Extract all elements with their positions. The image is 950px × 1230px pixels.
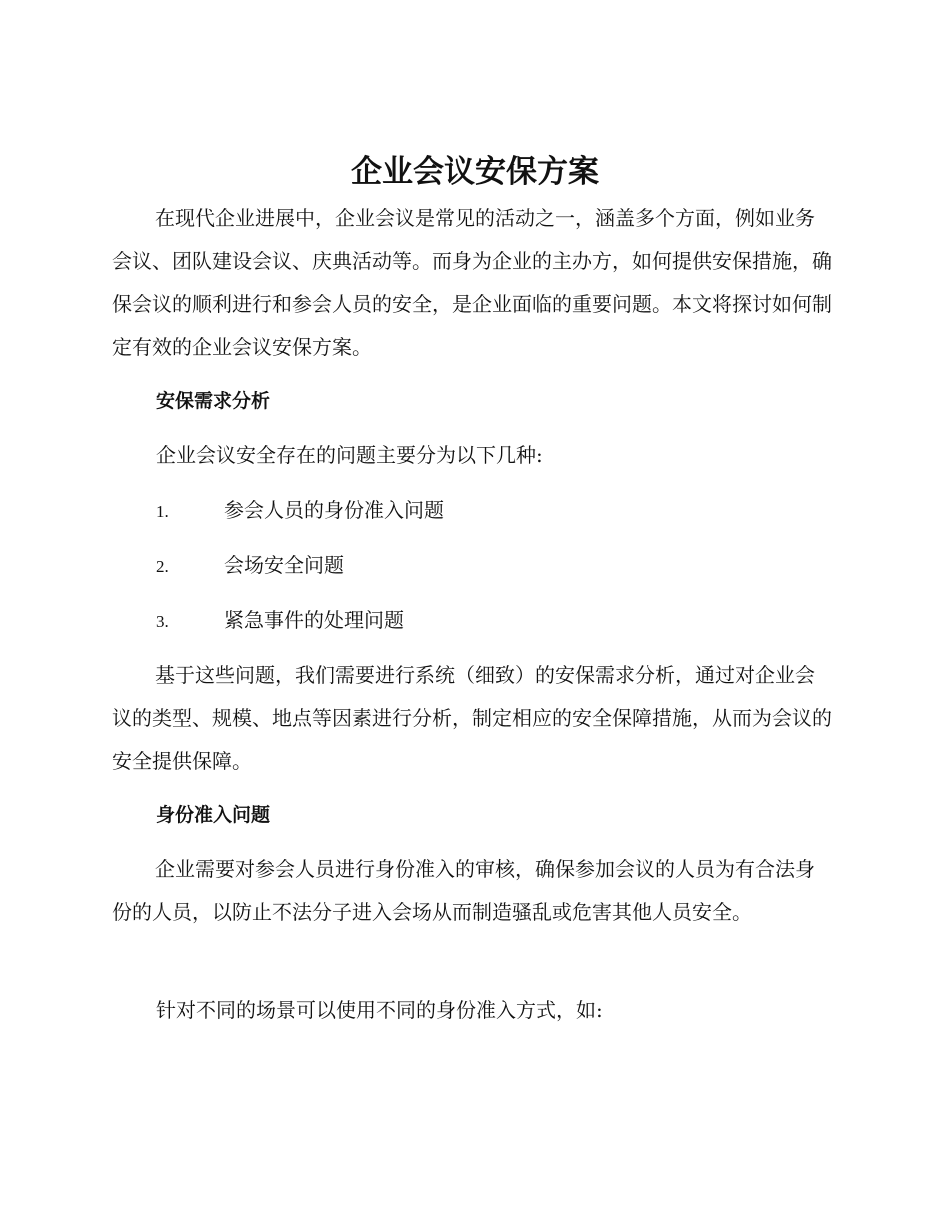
identity-body-paragraph: 企业需要对参会人员进行身份准入的审核，确保参加会议的人员为有合法身份的人员，以防止不法分子进入会场从而制造骚乱或危害其他人员安全。 bbox=[112, 857, 815, 924]
list-item-number: 3. bbox=[156, 612, 169, 631]
list-item-text: 参会人员的身份准入问题 bbox=[224, 498, 444, 522]
section-heading-needs-analysis: 安保需求分析 bbox=[156, 390, 271, 412]
list-item-number: 1. bbox=[156, 502, 169, 521]
identity-lead-text: 针对不同的场景可以使用不同的身份准入方式，如: bbox=[156, 998, 603, 1022]
list-item-text: 紧急事件的处理问题 bbox=[224, 608, 404, 632]
document-title: 企业会议安保方案 bbox=[351, 154, 599, 190]
list-item bbox=[156, 550, 344, 582]
list-item-text: 会场安全问题 bbox=[224, 553, 344, 577]
intro-paragraph: 在现代企业进展中，企业会议是常见的活动之一，涵盖多个方面，例如业务会议、团队建设会议、庆典活动等。而身为企业的主办方，如何提供安保措施，确保会议的顺利进行和参会人员的安全，是企业面临的重要问题。本文将探讨如何制定有效的企业会议安保方案。 bbox=[112, 206, 832, 359]
section-heading-identity-access: 身份准入问题 bbox=[156, 804, 271, 826]
needs-body-paragraph: 基于这些问题，我们需要进行系统（细致）的安保需求分析，通过对企业会议的类型、规模、地点等因素进行分析，制定相应的安全保障措施，从而为会议的安全提供保障。 bbox=[112, 663, 832, 773]
list-item bbox=[156, 605, 404, 637]
list-item-number: 2. bbox=[156, 557, 169, 576]
list-item bbox=[156, 495, 444, 527]
needs-lead-text: 企业会议安全存在的问题主要分为以下几种: bbox=[156, 443, 543, 467]
